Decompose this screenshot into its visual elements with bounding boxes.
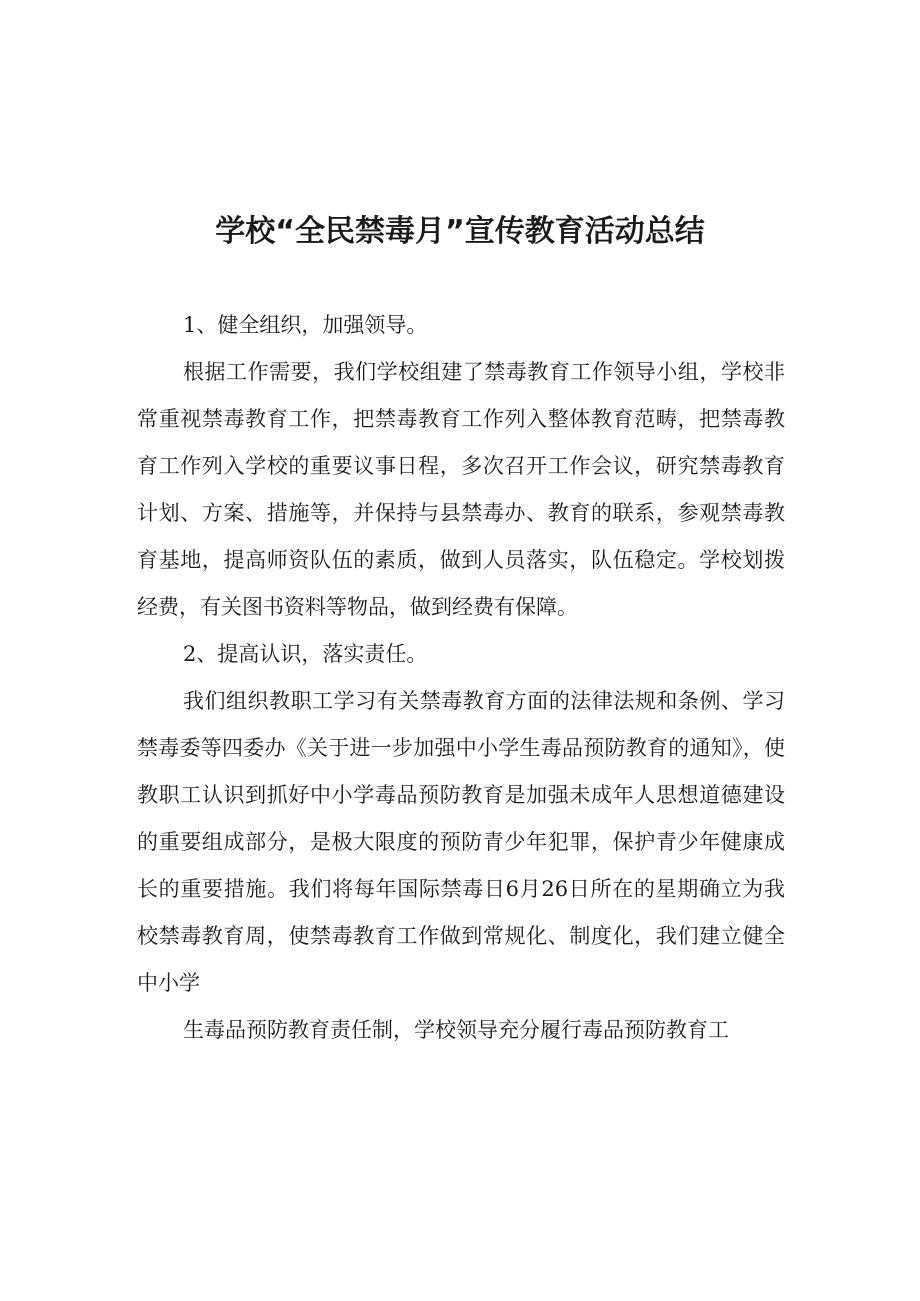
paragraph-heading-2: 2、提高认识，落实责任。 [183,642,428,666]
paragraph-heading-1: 1、健全组织，加强领导。 [183,313,428,337]
paragraph-responsibility: 我们组织教职工学习有关禁毒教育方面的法律法规和条例、学习禁毒委等四委办《关于进一步加强中小学生毒品预防教育的通知》，使教职工认识到抓好中小学毒品预防教育是加强未成年人思想道德建设的重要组成部分，是极大限度的预防青少年犯罪，保护青少年健康成长的重要措施。我们将每年国际禁毒日6月26日所在的星期确立为我校禁毒教育周，使禁毒教育工作做到常规化、制度化，我们建立健全中小学 [137,689,785,995]
document-title: 学校“全民禁毒月”宣传教育活动总结 [215,214,705,249]
document-body [137,302,785,1054]
paragraph-continuation: 生毒品预防教育责任制，学校领导充分履行毒品预防教育工 [183,1018,729,1042]
paragraph-organization: 根据工作需要，我们学校组建了禁毒教育工作领导小组，学校非常重视禁毒教育工作，把禁毒教育工作列入整体教育范畴，把禁毒教育工作列入学校的重要议事日程，多次召开工作会议，研究禁毒教育计划、方案、措施等，并保持与县禁毒办、教育的联系，参观禁毒教育基地，提高师资队伍的素质，做到人员落实，队伍稳定。学校划拨经费，有关图书资料等物品，做到经费有保障。 [137,360,785,619]
